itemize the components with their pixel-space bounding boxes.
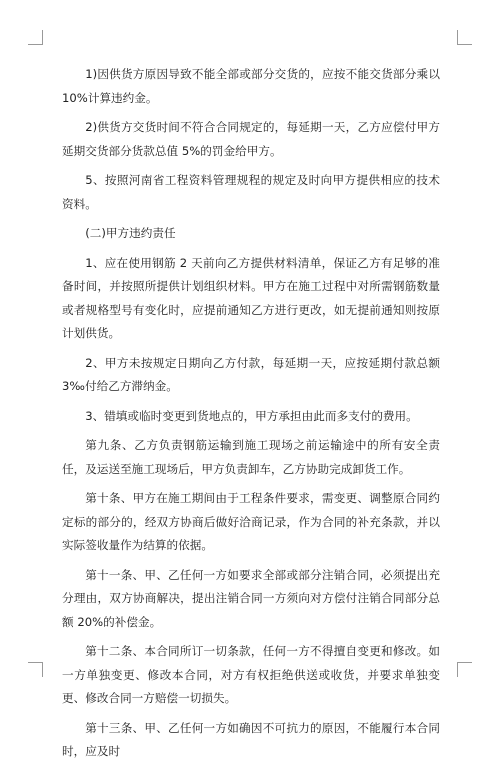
article-9: 第九条、乙方负责钢筋运输到施工现场之前运输途中的所有安全责任，及运送至施工现场后，甲方负责卸车，乙方协助完成卸货工作。 xyxy=(62,438,440,476)
paragraph-3: 5、按照河南省工程资料管理规程的规定及时向甲方提供相应的技术资料。 xyxy=(62,173,440,211)
paragraph-2: 2)供货方交货时间不符合合同规定的，每延期一天，乙方应偿付甲方延期交货部分货款总值 5%的罚金给甲方。 xyxy=(62,120,440,158)
crop-mark-top-right xyxy=(457,30,472,45)
article-13: 第十三条、甲、乙任何一方如确因不可抗力的原因，不能履行本合同时，应及时 xyxy=(62,720,440,758)
crop-mark-top-left xyxy=(28,30,43,45)
paragraph-7: 3、错填或临时变更到货地点的，甲方承担由此而多支付的费用。 xyxy=(85,408,418,423)
article-10: 第十条、甲方在施工期间由于工程条件要求，需变更、调整原合同约定标的部分的，经双方协商后做好洽商记录，作为合同的补充条款，并以实际签收量作为结算的依据。 xyxy=(62,491,440,552)
document-body xyxy=(62,63,440,770)
paragraph-5: 1、应在使用钢筋 2 天前向乙方提供材料清单，保证乙方有足够的准备时间，并按照所提供计划组织材料。甲方在施工过程中对所需钢筋数量或者规格型号有变化时，应提前通知乙方进行更改，如无提前通知则按原计划供货。 xyxy=(62,255,440,340)
article-12: 第十二条、本合同所订一切条款，任何一方不得擅自变更和修改。如一方单独变更、修改本合同，对方有权拒绝供送或收货，并要求单独变更、修改合同一方赔偿一切损失。 xyxy=(62,644,440,705)
crop-mark-bottom-right xyxy=(457,662,472,677)
paragraph-1: 1)因供货方原因导致不能全部或部分交货的，应按不能交货部分乘以 10%计算违约金。 xyxy=(62,67,440,105)
paragraph-6: 2、甲方未按规定日期向乙方付款，每延期一天，应按延期付款总额 3‰付给乙方滞纳金。 xyxy=(62,355,440,393)
crop-mark-bottom-left xyxy=(28,662,43,677)
section-heading: (二)甲方违约责任 xyxy=(85,226,176,240)
article-11: 第十一条、甲、乙任何一方如要求全部或部分注销合同，必须提出充分理由，双方协商解决，提出注销合同一方须向对方偿付注销合同部分总额 20%的补偿金。 xyxy=(62,567,440,629)
